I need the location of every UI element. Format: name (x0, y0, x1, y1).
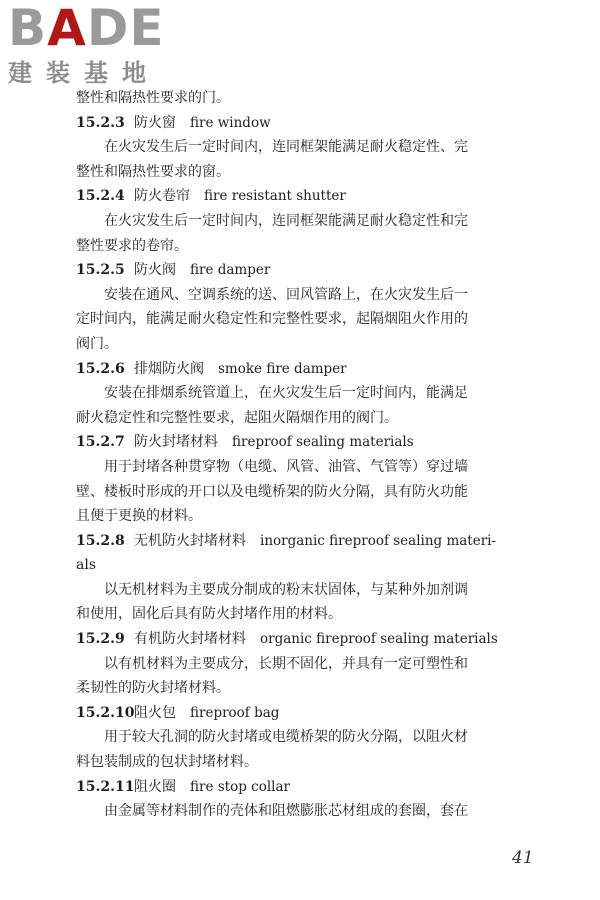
term-english: fire window (190, 114, 271, 131)
term-english: organic fireproof sealing materials (260, 631, 498, 648)
clause-number: 15.2.5 (76, 262, 125, 279)
logo-letter: B (8, 0, 48, 57)
term-english: fire stop collar (190, 778, 290, 795)
term-english: fire resistant shutter (204, 188, 346, 205)
body-text-line: 用于封堵各种贯穿物（电缆、风管、油管、气管等）穿过墙 (104, 458, 468, 475)
term-chinese: 有机防火封堵材料 (134, 631, 246, 648)
body-text-line: 料包装制成的包状封堵材料。 (76, 754, 258, 771)
body-text-line: 安装在排烟系统管道上，在火灾发生后一定时间内，能满足 (104, 385, 468, 402)
term-heading (76, 529, 548, 554)
logo-wordmark (8, 0, 178, 57)
term-chinese: 防火封堵材料 (134, 434, 218, 451)
logo-subtitle: 建装基地 (8, 59, 160, 87)
body-text-line: 以无机材料为主要成分制成的粉末状固体，与某种外加剂调 (104, 581, 468, 598)
clause-number: 15.2.8 (76, 532, 125, 549)
body-text-line: 安装在通风、空调系统的送、回风管路上，在火灾发生后一 (104, 286, 468, 303)
logo-letter: D (86, 0, 130, 57)
clause-number: 15.2.7 (76, 434, 125, 451)
document-body (76, 86, 548, 824)
body-text-line: 整性要求的卷帘。 (76, 237, 188, 254)
term-heading (76, 775, 548, 800)
body-text-line: 整性和隔热性要求的门。 (76, 90, 230, 106)
term-chinese: 阻火圈 (134, 778, 176, 795)
body-text-line: 定时间内，能满足耐火稳定性和完整性要求，起隔烟阻火作用的 (76, 311, 468, 328)
body-text-line: 整性和隔热性要求的窗。 (76, 163, 230, 180)
logo-letter: A (47, 0, 87, 57)
clause-number: 15.2.10 (76, 704, 135, 721)
clause-number: 15.2.11 (76, 778, 135, 795)
body-text-line: 在火灾发生后一定时间内，连同框架能满足耐火稳定性和完 (104, 212, 468, 229)
term-english: smoke fire damper (218, 360, 347, 377)
term-heading (76, 627, 548, 652)
page-number: 41 (512, 848, 534, 868)
body-text-line: 且便于更换的材料。 (76, 508, 202, 525)
clause-number: 15.2.6 (76, 360, 125, 377)
body-text-line: 壁、楼板时形成的开口以及电缆桥架的防火分隔，具有防火功能 (76, 483, 468, 500)
body-text-line: 柔韧性的防火封堵材料。 (76, 680, 230, 697)
term-chinese: 无机防火封堵材料 (134, 532, 246, 549)
term-english: inorganic fireproof sealing materi- (260, 532, 497, 549)
clause-number: 15.2.3 (76, 114, 125, 131)
clause-number: 15.2.9 (76, 631, 125, 648)
term-heading (76, 111, 548, 136)
body-text-line: 耐火稳定性和完整性要求，起阻火隔烟作用的阀门。 (76, 409, 398, 426)
term-heading (76, 701, 548, 726)
term-english: fire damper (190, 262, 271, 279)
term-chinese: 排烟防火阀 (134, 360, 204, 377)
body-text-line: 由金属等材料制作的壳体和阻燃膨胀芯材组成的套圈，套在 (104, 803, 468, 820)
term-heading (76, 357, 548, 382)
body-text-line: 用于较大孔洞的防火封堵或电缆桥架的防火分隔，以阻火材 (104, 729, 468, 746)
term-english: fireproof sealing materials (232, 434, 414, 451)
term-chinese: 防火窗 (134, 114, 176, 131)
term-english: fireproof bag (190, 704, 280, 721)
term-heading (76, 430, 548, 455)
bade-logo (8, 2, 178, 90)
term-chinese: 防火阀 (134, 262, 176, 279)
body-text-line: 在火灾发生后一定时间内，连同框架能满足耐火稳定性、完 (104, 139, 468, 156)
clause-number: 15.2.4 (76, 188, 125, 205)
logo-letter: E (129, 0, 165, 57)
term-chinese: 阻火包 (134, 704, 176, 721)
body-text-line: 阀门。 (76, 335, 118, 352)
body-text-line: 以有机材料为主要成分，长期不固化，并具有一定可塑性和 (104, 655, 468, 672)
term-heading (76, 184, 548, 209)
term-heading (76, 258, 548, 283)
body-text-line: als (76, 557, 97, 574)
body-text-line: 和使用，固化后具有防火封堵作用的材料。 (76, 606, 342, 623)
term-chinese: 防火卷帘 (134, 188, 190, 205)
